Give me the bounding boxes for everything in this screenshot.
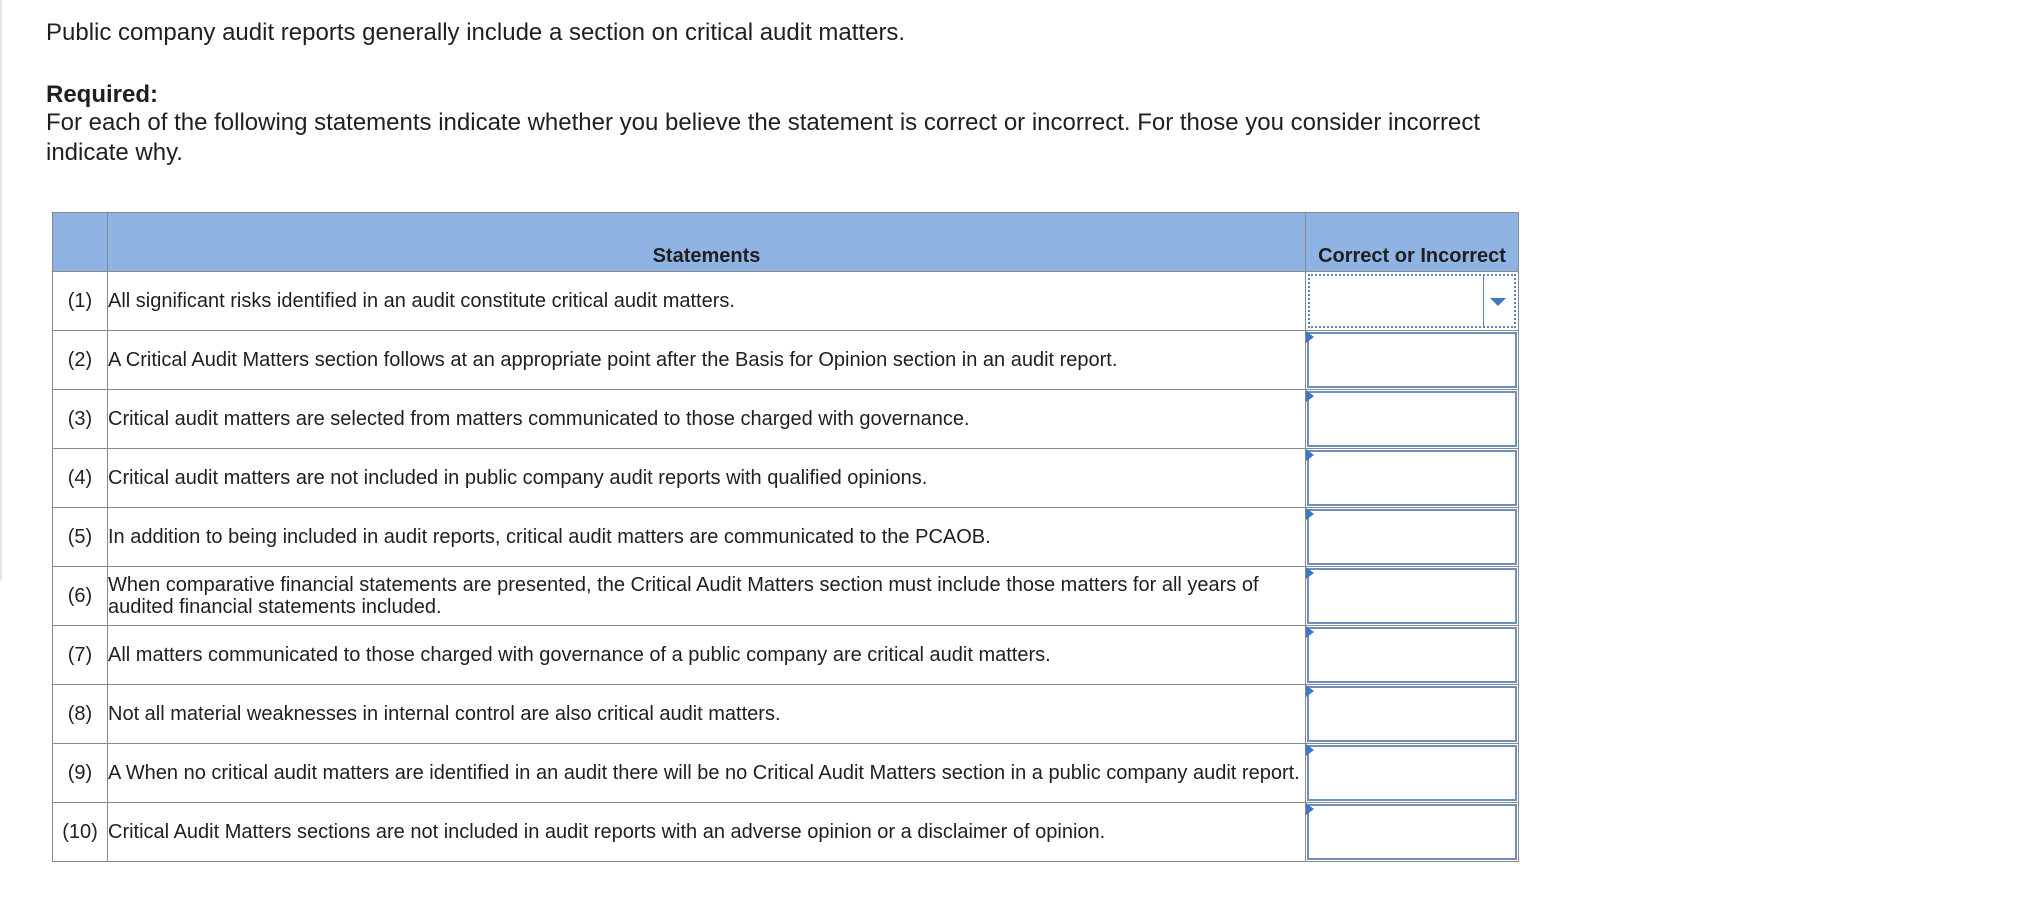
table-row bbox=[53, 390, 1519, 449]
answer-cell bbox=[1306, 508, 1519, 567]
row-number: (2) bbox=[53, 331, 108, 390]
corner-marker-icon bbox=[1306, 744, 1314, 756]
instructions-text: For each of the following statements indicate whether you believe the statement is correct or incorrect. For those you consider incorrect indicate why. bbox=[46, 109, 1481, 166]
table-row bbox=[53, 744, 1519, 803]
required-label: Required: bbox=[46, 81, 159, 108]
header-number bbox=[53, 213, 108, 272]
answer-cell bbox=[1306, 272, 1519, 331]
statement-text: When comparative financial statements are presented, the Critical Audit Matters section must include those matters for all years of audited financial statements included. bbox=[108, 567, 1306, 626]
row-number: (3) bbox=[53, 390, 108, 449]
statement-text: Not all material weaknesses in internal control are also critical audit matters. bbox=[108, 685, 1306, 744]
intro-text: Public company audit reports generally include a section on critical audit matters. bbox=[46, 19, 906, 46]
corner-marker-icon bbox=[1306, 508, 1314, 520]
table-row bbox=[53, 685, 1519, 744]
row-number: (10) bbox=[53, 803, 108, 862]
corner-marker-icon bbox=[1306, 626, 1314, 638]
correct-incorrect-dropdown[interactable] bbox=[1307, 332, 1517, 388]
table-row bbox=[53, 508, 1519, 567]
row-number: (1) bbox=[53, 272, 108, 331]
statement-text: Critical Audit Matters sections are not included in audit reports with an adverse opinion or a disclaimer of opinion. bbox=[108, 803, 1306, 862]
answer-cell bbox=[1306, 449, 1519, 508]
statement-text: Critical audit matters are selected from matters communicated to those charged with governance. bbox=[108, 390, 1306, 449]
statement-text: All matters communicated to those charged with governance of a public company are critical audit matters. bbox=[108, 626, 1306, 685]
corner-marker-icon bbox=[1306, 390, 1314, 402]
dropdown-separator bbox=[1483, 276, 1484, 326]
table-row bbox=[53, 626, 1519, 685]
header-statements: Statements bbox=[108, 213, 1306, 272]
answer-cell bbox=[1306, 331, 1519, 390]
corner-marker-icon bbox=[1306, 449, 1314, 461]
correct-incorrect-dropdown[interactable] bbox=[1307, 450, 1517, 506]
correct-incorrect-dropdown[interactable] bbox=[1307, 509, 1517, 565]
correct-incorrect-dropdown[interactable] bbox=[1307, 568, 1517, 624]
header-correct-or-incorrect: Correct or Incorrect bbox=[1306, 213, 1519, 272]
table-row bbox=[53, 567, 1519, 626]
answer-cell bbox=[1306, 685, 1519, 744]
statement-text: All significant risks identified in an audit constitute critical audit matters. bbox=[108, 272, 1306, 331]
statement-text: Critical audit matters are not included in public company audit reports with qualified opinions. bbox=[108, 449, 1306, 508]
table-row bbox=[53, 272, 1519, 331]
corner-marker-icon bbox=[1306, 567, 1314, 579]
correct-incorrect-dropdown[interactable] bbox=[1307, 391, 1517, 447]
answer-cell bbox=[1306, 567, 1519, 626]
correct-incorrect-dropdown[interactable] bbox=[1307, 804, 1517, 860]
corner-marker-icon bbox=[1306, 803, 1314, 815]
answer-cell bbox=[1306, 744, 1519, 803]
statements-table bbox=[52, 212, 1519, 862]
statement-text: In addition to being included in audit reports, critical audit matters are communicated to the PCAOB. bbox=[108, 508, 1306, 567]
chevron-down-icon[interactable] bbox=[1490, 298, 1506, 306]
row-number: (5) bbox=[53, 508, 108, 567]
table-row bbox=[53, 449, 1519, 508]
row-number: (8) bbox=[53, 685, 108, 744]
table-row bbox=[53, 803, 1519, 862]
row-number: (4) bbox=[53, 449, 108, 508]
corner-marker-icon bbox=[1306, 331, 1314, 343]
row-number: (7) bbox=[53, 626, 108, 685]
table-row bbox=[53, 331, 1519, 390]
table-header-row bbox=[53, 213, 1519, 272]
answer-cell bbox=[1306, 803, 1519, 862]
answer-cell bbox=[1306, 390, 1519, 449]
row-number: (6) bbox=[53, 567, 108, 626]
left-divider bbox=[0, 0, 2, 580]
correct-incorrect-dropdown[interactable] bbox=[1307, 686, 1517, 742]
row-number: (9) bbox=[53, 744, 108, 803]
correct-incorrect-dropdown[interactable] bbox=[1307, 745, 1517, 801]
answer-cell bbox=[1306, 626, 1519, 685]
correct-incorrect-dropdown[interactable] bbox=[1308, 274, 1516, 328]
statement-text: A Critical Audit Matters section follows at an appropriate point after the Basis for Opinion section in an audit report. bbox=[108, 331, 1306, 390]
corner-marker-icon bbox=[1306, 685, 1314, 697]
statement-text: A When no critical audit matters are identified in an audit there will be no Critical Audit Matters section in a public company audit report. bbox=[108, 744, 1306, 803]
correct-incorrect-dropdown[interactable] bbox=[1307, 627, 1517, 683]
